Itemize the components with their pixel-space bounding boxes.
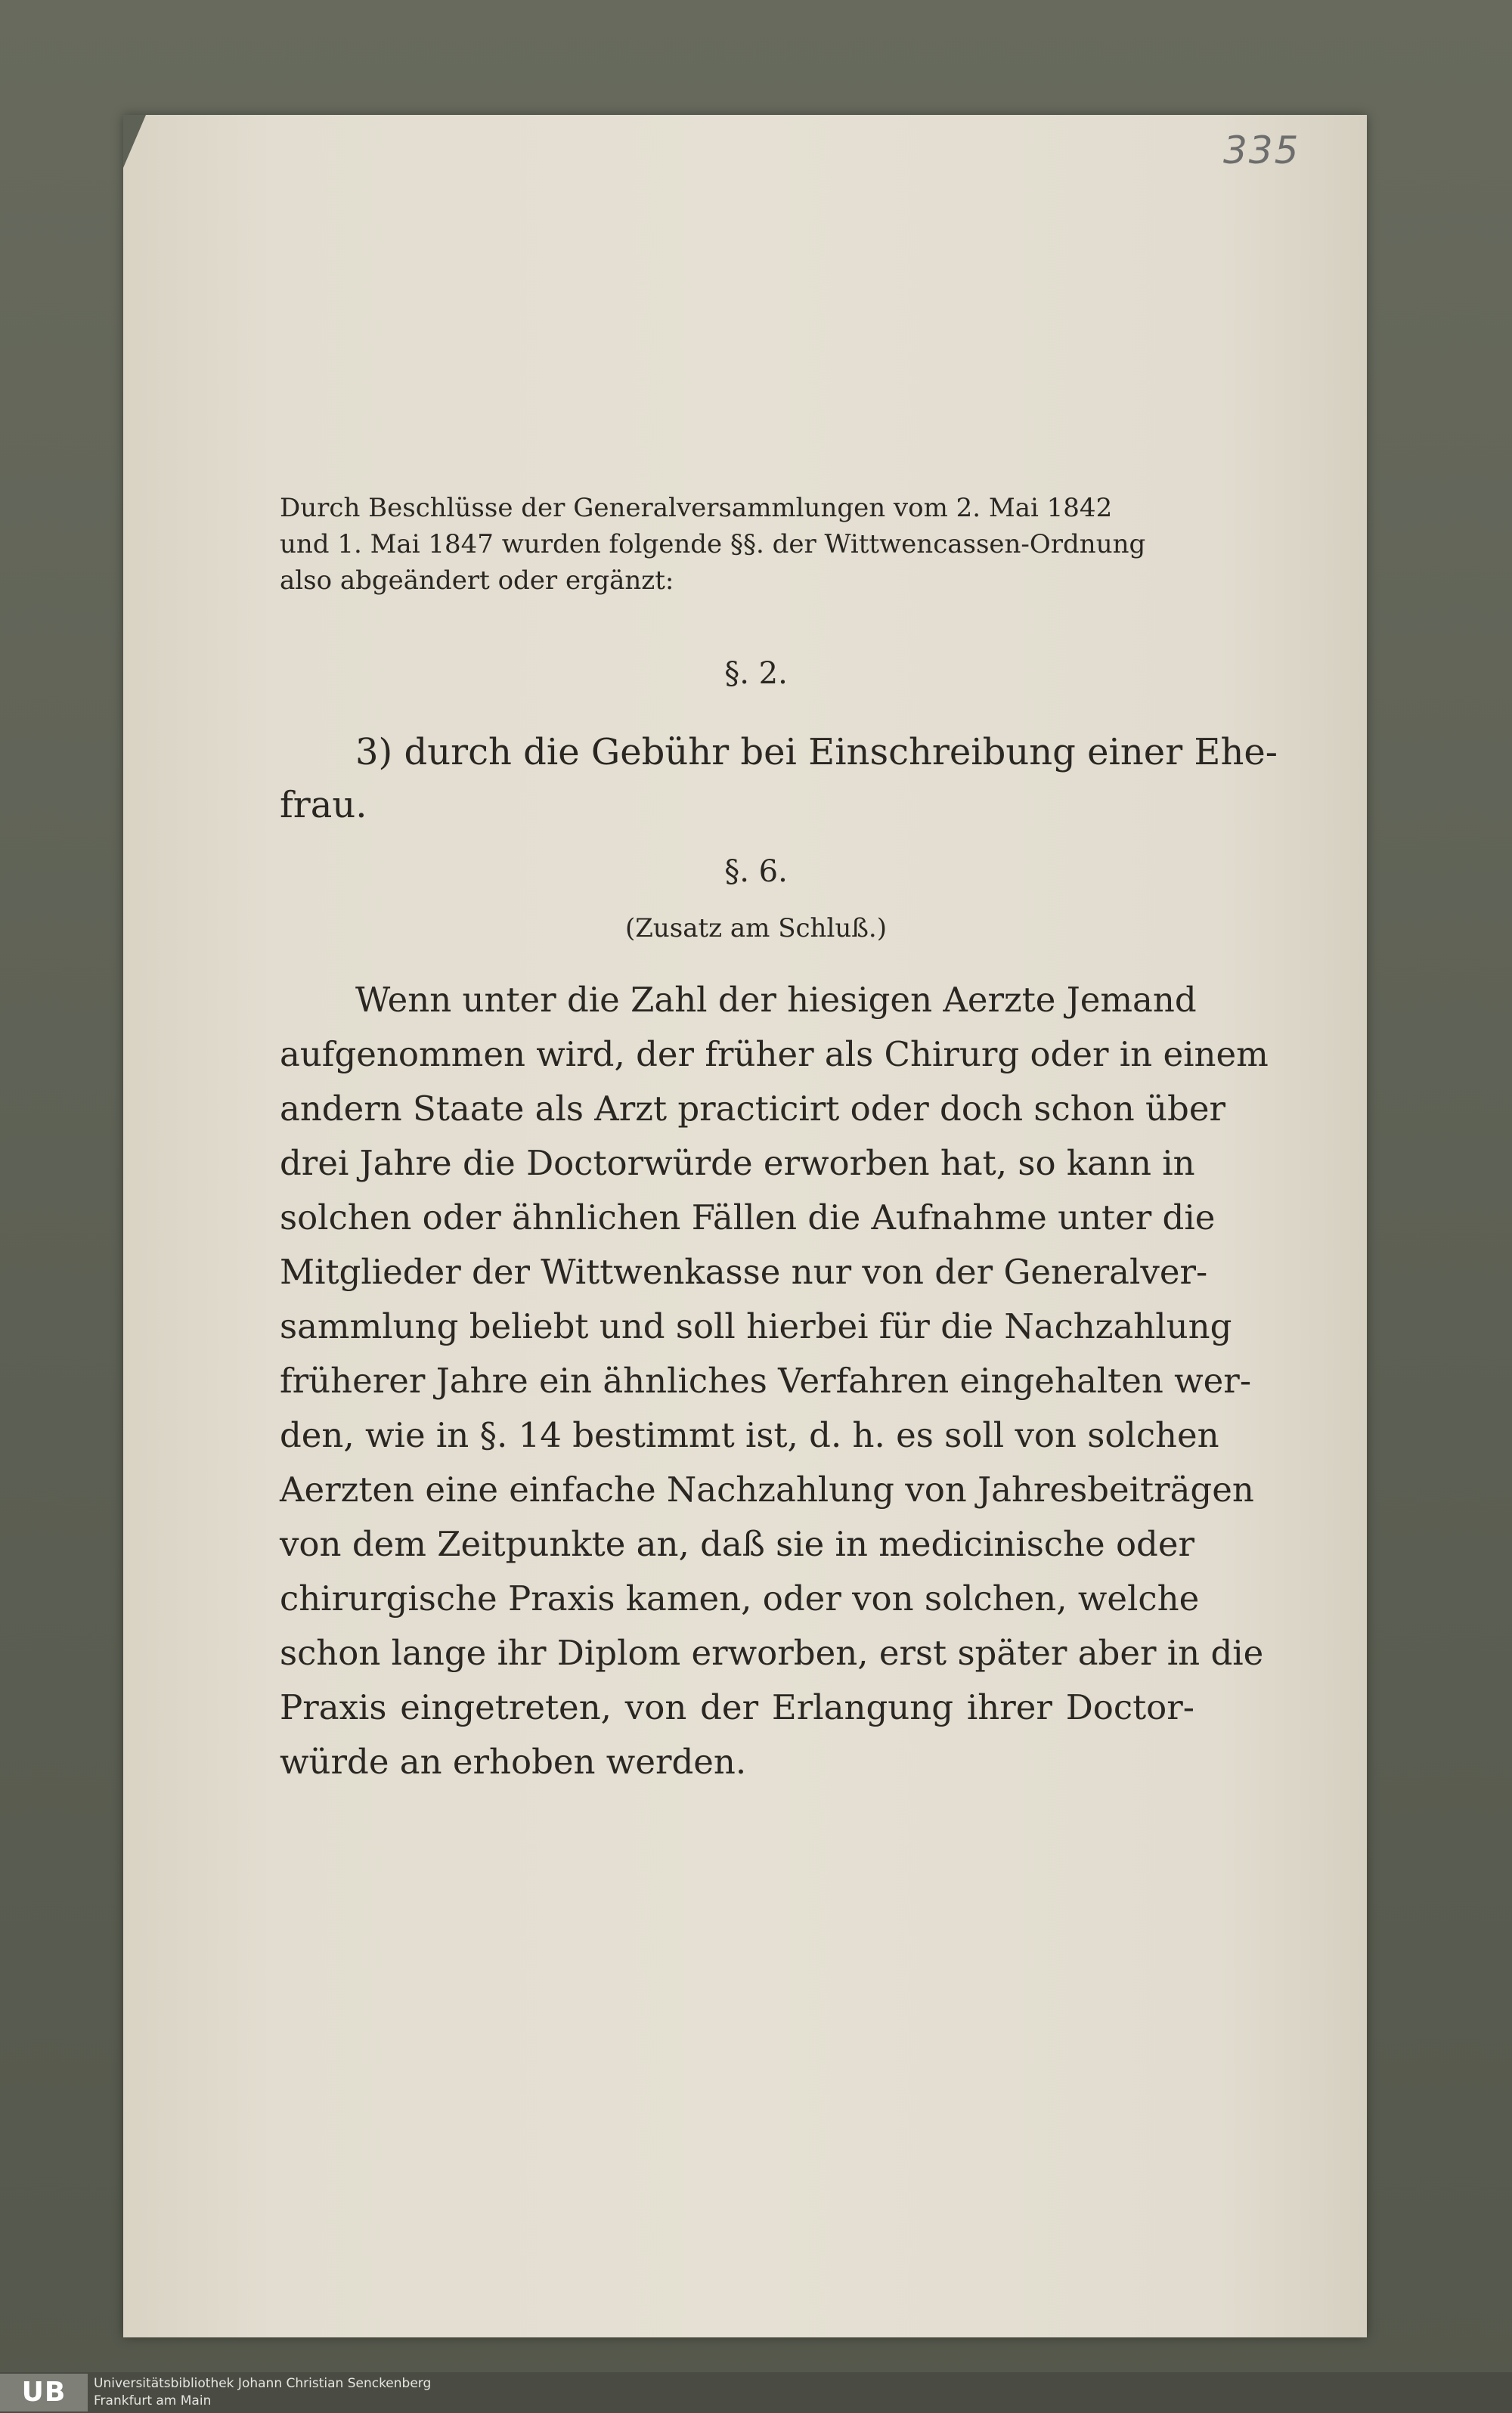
section-2-heading: §. 2. [724, 656, 788, 691]
paragraph-line: Aerzten eine einfache Nachzahlung von Jahresbeiträgen [280, 1470, 1254, 1510]
paragraph-line: Praxis eingetreten, von der Erlangung ihrer Doctor- [280, 1687, 1194, 1727]
folio-number: 335 [1223, 129, 1300, 172]
section-6-subheading: (Zusatz am Schluß.) [625, 913, 887, 943]
paragraph-line: chirurgische Praxis kamen, oder von solchen, welche [280, 1578, 1200, 1618]
intro-line: also abgeändert oder ergänzt: [280, 565, 674, 596]
paragraph-line: drei Jahre die Doctorwürde erworben hat, so kann in [280, 1143, 1195, 1183]
paragraph-line: früherer Jahre ein ähnliches Verfahren eingehalten wer- [280, 1361, 1252, 1401]
paragraph-line: andern Staate als Arzt practicirt oder doch schon über [280, 1089, 1225, 1129]
paragraph-line: 3) durch die Gebühr bei Einschreibung einer Ehe- [355, 731, 1278, 773]
intro-line: und 1. Mai 1847 wurden folgende §§. der Wittwencassen-Ordnung [280, 529, 1146, 559]
paragraph-line: von dem Zeitpunkte an, daß sie in medicinische oder [280, 1524, 1194, 1564]
paragraph-line: schon lange ihr Diplom erworben, erst später aber in die [280, 1633, 1264, 1673]
intro-paragraph [280, 490, 1187, 599]
section-6-heading: §. 6. [724, 854, 788, 889]
paragraph-line: den, wie in §. 14 bestimmt ist, d. h. es soll von solchen [280, 1415, 1219, 1455]
paragraph-line: aufgenommen wird, der früher als Chirurg oder in einem [280, 1034, 1269, 1074]
paragraph-line: sammlung beliebt und soll hierbei für die Nachzahlung [280, 1306, 1232, 1346]
paragraph-line: würde an erhoben werden. [280, 1742, 747, 1782]
paragraph-line: frau. [280, 784, 367, 826]
intro-line: Durch Beschlüsse der Generalversammlungen vom 2. Mai 1842 [280, 493, 1113, 523]
footer-location: Frankfurt am Main [94, 2393, 212, 2408]
paragraph-line: solchen oder ähnlichen Fällen die Aufnahme unter die [280, 1197, 1216, 1237]
paragraph-line: Wenn unter die Zahl der hiesigen Aerzte Jemand [355, 980, 1197, 1020]
section-2-paragraph [280, 726, 1278, 832]
paragraph-line: Mitglieder der Wittwenkasse nur von der Generalver- [280, 1252, 1208, 1292]
section-6-paragraph [280, 973, 1269, 1789]
torn-corner [123, 115, 146, 168]
ub-logo: UB [0, 2374, 88, 2411]
footer-library-name: Universitätsbibliothek Johann Christian Senckenberg [94, 2376, 432, 2391]
